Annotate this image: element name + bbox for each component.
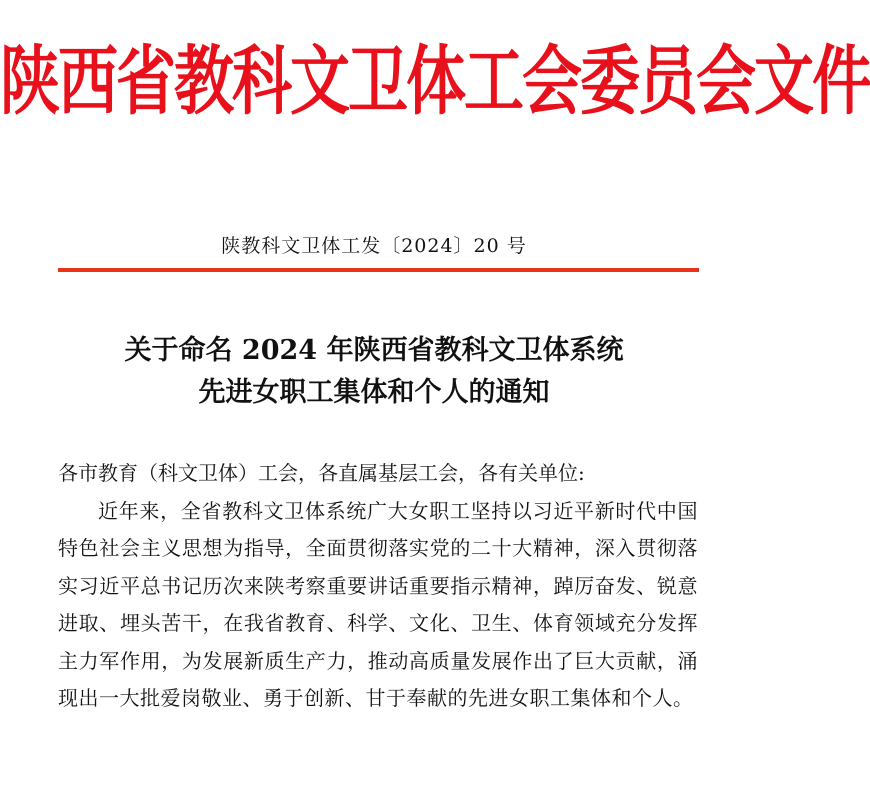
salutation: 各市教育（科文卫体）工会，各直属基层工会，各有关单位: xyxy=(58,461,585,485)
document-body xyxy=(58,455,698,718)
notice-title-line-2: 先进女职工集体和个人的通知 xyxy=(198,377,550,408)
notice-title xyxy=(0,330,748,414)
document-number: 陕教科文卫体工发〔2024〕20 号 xyxy=(221,235,527,257)
notice-title-line-1: 关于命名 2024 年陕西省教科文卫体系统 xyxy=(124,335,624,366)
document-header-title: 陕西省教科文卫体工会委员会文件 xyxy=(0,38,870,126)
body-paragraph: 近年来，全省教科文卫体系统广大女职工坚持以习近平新时代中国特色社会主义思想为指导，全面贯彻落实党的二十大精神，深入贯彻落实习近平总书记历次来陕考察重要讲话重要指示精神，踔厉奋发、锐意进取、埋头苦干，在我省教育、科学、文化、卫生、体育领域充分发挥主力军作用，为发展新质生产力，推动高质量发展作出了巨大贡献，涌现出一大批爱岗敬业、勇于创新、甘于奉献的先进女职工集体和个人。 xyxy=(58,498,698,710)
red-divider-line xyxy=(58,268,699,272)
